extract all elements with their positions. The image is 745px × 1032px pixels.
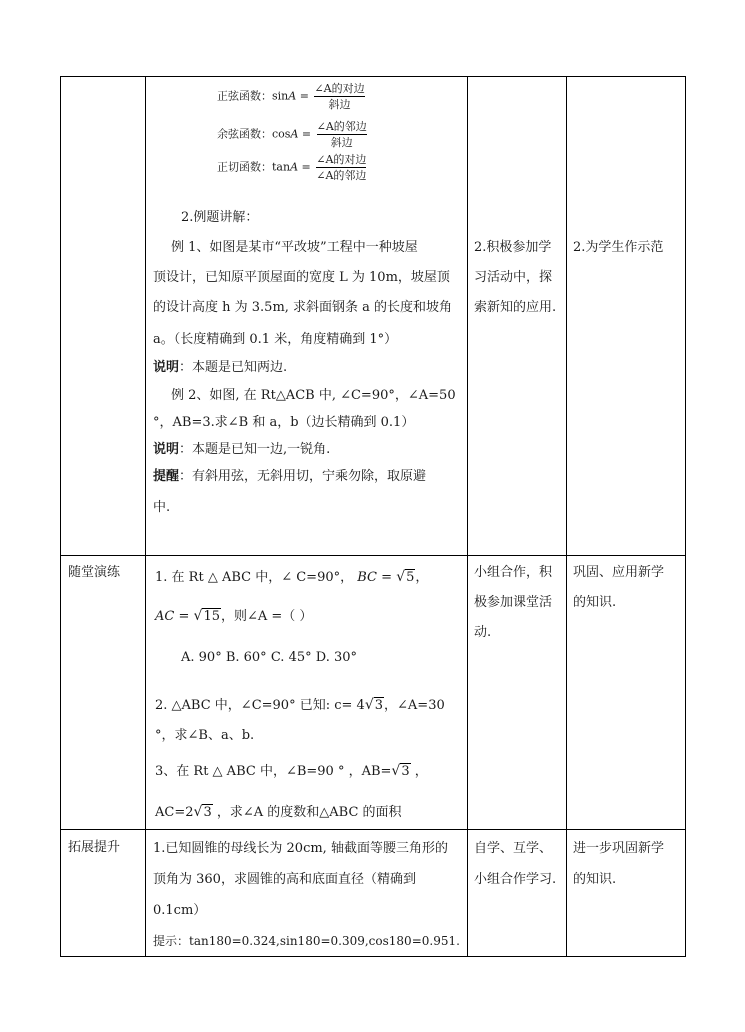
row-divider-2	[60, 829, 686, 830]
example1-line-3: 的设计高度 h 为 3.5m, 求斜面钢条 a 的长度和坡角	[153, 300, 453, 315]
row3-intent-line-1: 进一步巩固新学	[573, 841, 665, 856]
col-border-3	[566, 76, 567, 957]
q3-line-1: 3、在 Rt △ ABC 中，∠B=90 ° ，AB=√3 ，	[155, 763, 428, 779]
table-top-border	[60, 76, 686, 77]
row1-student-line-3: 索新知的应用.	[474, 300, 557, 315]
row2-intent-line-1: 巩固、应用新学	[573, 565, 665, 580]
row3-line-2: 顶角为 360，求圆锥的高和底面直径（精确到	[153, 872, 416, 887]
example2-line-1: 例 2、如图, 在 Rt△ACB 中, ∠C=90°，∠A=50	[171, 388, 456, 403]
q2-line-1: 2. △ABC 中，∠C=90° 已知: c= 4√3，∠A=30	[155, 697, 445, 713]
formula-cosine: 余弦函数：cosA = $\frac{\text{∠A的邻边}}{\text{斜边}}$	[217, 120, 367, 149]
row1-student-line-1: 2.积极参加学	[474, 240, 552, 255]
q3-line-2: AC=2√3 ，求∠A 的度数和△ABC 的面积	[155, 804, 402, 820]
row2-label: 随堂演练	[68, 565, 121, 580]
tip-line-2: 中.	[153, 500, 171, 515]
q1-line-1: 1. 在 Rt △ ABC 中，∠ C=90°， BC = √5，	[155, 569, 429, 585]
row3-line-3: 0.1cm）	[153, 903, 207, 918]
row2-student-line-3: 动.	[474, 625, 492, 640]
example1-line-1: 例 1、如图是某市“平改坡”工程中一种坡屋	[171, 240, 418, 255]
row2-intent-line-2: 的知识.	[573, 595, 617, 610]
note-2: 说明：本题是已知一边,一锐角.	[153, 442, 331, 457]
col-border-1	[145, 76, 146, 957]
note-1: 说明：本题是已知两边.	[153, 360, 288, 375]
q1-line-2: AC = √15，则∠A =（ ）	[155, 608, 313, 624]
tip-line-1: 提醒：有斜用弦，无斜用切，宁乘勿除，取原避	[153, 469, 427, 484]
example1-line-4: a。（长度精确到 0.1 米，角度精确到 1°）	[153, 332, 398, 347]
q1-options: A. 90° B. 60° C. 45° D. 30°	[181, 650, 358, 665]
col-border-0	[60, 76, 61, 957]
example-heading: 2.例题讲解：	[181, 210, 259, 225]
formula-sine: 正弦函数：sinA = $\frac{\text{∠A的对边}}{\text{斜边}}$	[217, 82, 365, 111]
row2-student-line-1: 小组合作，积	[474, 565, 553, 580]
example2-line-2: °，AB=3.求∠B 和 a，b（边长精确到 0.1）	[153, 415, 415, 430]
row2-student-line-2: 极参加课堂活	[474, 595, 553, 610]
row1-student-line-2: 习活动中，探	[474, 270, 553, 285]
table-bottom-border	[60, 956, 686, 957]
col-border-2	[467, 76, 468, 957]
row3-student-line-1: 自学、互学、	[474, 841, 553, 856]
row1-intent: 2.为学生作示范	[573, 240, 664, 255]
q2-line-2: °，求∠B、a、b.	[155, 728, 255, 743]
col-border-4	[685, 76, 686, 957]
row3-student-line-2: 小组合作学习.	[474, 872, 557, 887]
formula-tangent: 正切函数：tanA = $\frac{\text{∠A的对边}}{\text{∠A的邻边}}$	[217, 153, 367, 182]
row3-intent-line-2: 的知识.	[573, 872, 617, 887]
row3-hint: 提示：tan180=0.324,sin180=0.309,cos180=0.951.	[153, 934, 460, 948]
row3-label: 拓展提升	[68, 840, 121, 855]
example1-line-2: 顶设计，已知原平顶屋面的宽度 L 为 10m，坡屋顶	[153, 270, 450, 285]
row3-line-1: 1.已知圆锥的母线长为 20cm, 轴截面等腰三角形的	[153, 841, 448, 856]
row-divider-1	[60, 555, 686, 556]
